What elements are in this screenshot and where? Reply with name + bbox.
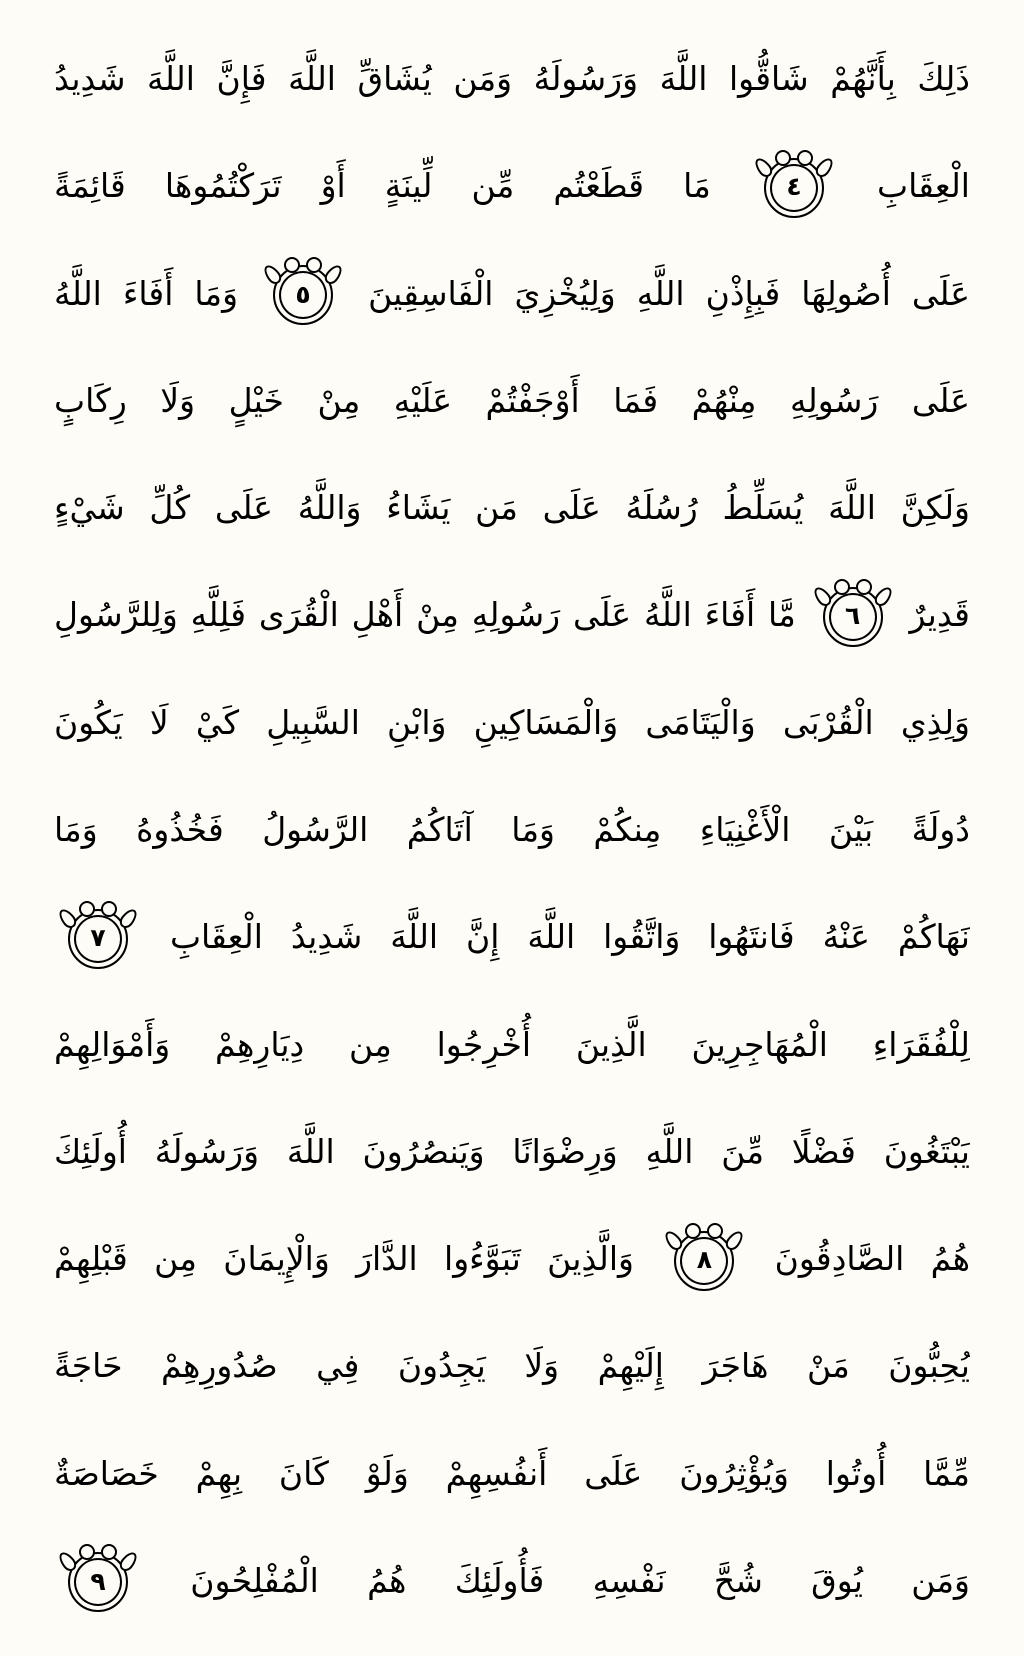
ayah-number: ٦ bbox=[844, 601, 861, 631]
ayah-text-segment: الْعِقَابِ bbox=[877, 166, 970, 206]
ayah-marker-ornament-icon bbox=[56, 1550, 79, 1575]
ayah-end-marker bbox=[674, 1231, 734, 1291]
ayah-text-segment: دُولَةً بَيْنَ الْأَغْنِيَاءِ مِنكُمْ وَمَا آتَاكُمُ الرَّسُولُ فَخُذُوهُ وَمَا bbox=[54, 809, 970, 849]
ayah-text-segment: هُمُ الصَّادِقُونَ bbox=[774, 1239, 970, 1279]
ayah-number: ٥ bbox=[295, 279, 311, 309]
quran-line-9 bbox=[54, 884, 970, 990]
quran-line-13 bbox=[54, 1313, 970, 1419]
ayah-marker-ornament-icon bbox=[261, 262, 284, 287]
quran-line-14 bbox=[54, 1421, 970, 1527]
ayah-marker-ornament-icon bbox=[752, 155, 775, 180]
quran-line-5 bbox=[54, 455, 970, 561]
ayah-text-segment: عَلَى أُصُولِهَا فَبِإِذْنِ اللَّهِ وَلِيُخْزِيَ الْفَاسِقِينَ bbox=[368, 273, 970, 313]
ayah-marker-ornament-icon bbox=[662, 1228, 685, 1253]
ayah-text-segment: مَا قَطَعْتُم مِّن لِّينَةٍ أَوْ تَرَكْتُمُوهَا قَائِمَةً bbox=[54, 166, 711, 206]
quran-line-1 bbox=[54, 26, 970, 132]
ayah-marker-ornament-icon bbox=[872, 584, 895, 609]
ayah-number: ٨ bbox=[696, 1245, 712, 1275]
ayah-marker-ornament-icon bbox=[723, 1228, 746, 1253]
ayah-end-marker bbox=[273, 265, 333, 325]
ayah-marker-ornament-icon bbox=[322, 262, 345, 287]
ayah-end-marker bbox=[764, 158, 824, 218]
quran-line-8 bbox=[54, 777, 970, 883]
ayah-marker-ornament-icon bbox=[813, 155, 836, 180]
ayah-text-segment: لِلْفُقَرَاءِ الْمُهَاجِرِينَ الَّذِينَ أُخْرِجُوا مِن دِيَارِهِمْ وَأَمْوَالِهِمْ bbox=[54, 1024, 970, 1064]
quran-line-6 bbox=[54, 562, 970, 668]
ayah-text-segment: مِّمَّا أُوتُوا وَيُؤْثِرُونَ عَلَى أَنفُسِهِمْ وَلَوْ كَانَ بِهِمْ خَصَاصَةٌ bbox=[54, 1453, 970, 1493]
ayah-text-segment: نَهَاكُمْ عَنْهُ فَانتَهُوا وَاتَّقُوا اللَّهَ إِنَّ اللَّهَ شَدِيدُ الْعِقَابِ bbox=[169, 917, 970, 957]
ayah-text-segment: وَمَا أَفَاءَ اللَّهُ bbox=[54, 273, 239, 313]
ayah-text-segment: يُحِبُّونَ مَنْ هَاجَرَ إِلَيْهِمْ وَلَا يَجِدُونَ فِي صُدُورِهِمْ حَاجَةً bbox=[54, 1346, 970, 1386]
ayah-text-segment: ذَلِكَ بِأَنَّهُمْ شَاقُّوا اللَّهَ وَرَسُولَهُ وَمَن يُشَاقِّ اللَّهَ فَإِنَّ اللَّهَ شَدِيدُ bbox=[54, 59, 970, 98]
quran-text-block bbox=[54, 26, 970, 1634]
quran-line-4 bbox=[54, 348, 970, 454]
quran-line-3 bbox=[54, 241, 970, 347]
ayah-text-segment: مَّا أَفَاءَ اللَّهُ عَلَى رَسُولِهِ مِنْ أَهْلِ الْقُرَى فَلِلَّهِ وَلِلرَّسُولِ bbox=[54, 595, 796, 635]
ayah-text-segment: وَالَّذِينَ تَبَوَّءُوا الدَّارَ وَالْإِيمَانَ مِن قَبْلِهِمْ bbox=[54, 1239, 634, 1279]
quran-line-10 bbox=[54, 992, 970, 1098]
quran-line-15 bbox=[54, 1528, 970, 1634]
ayah-marker-ornament-icon bbox=[117, 906, 140, 931]
ayah-text-segment: وَلَكِنَّ اللَّهَ يُسَلِّطُ رُسُلَهُ عَلَى مَن يَشَاءُ وَاللَّهُ عَلَى كُلِّ شَيْءٍ bbox=[54, 488, 970, 528]
ayah-text-segment: عَلَى رَسُولِهِ مِنْهُمْ فَمَا أَوْجَفْتُمْ عَلَيْهِ مِنْ خَيْلٍ وَلَا رِكَابٍ bbox=[54, 380, 970, 420]
ayah-number: ٩ bbox=[90, 1566, 106, 1596]
ayah-marker-ornament-icon bbox=[56, 906, 79, 931]
quran-line-2 bbox=[54, 133, 970, 239]
ayah-marker-ornament-icon bbox=[811, 584, 834, 609]
ayah-number: ٧ bbox=[90, 923, 106, 953]
ayah-end-marker bbox=[823, 587, 883, 647]
quran-line-11 bbox=[54, 1099, 970, 1205]
quran-line-12 bbox=[54, 1206, 970, 1312]
ayah-number: ٤ bbox=[786, 172, 802, 202]
quran-line-7 bbox=[54, 670, 970, 776]
ayah-text-segment: وَمَن يُوقَ شُحَّ نَفْسِهِ فَأُولَئِكَ هُمُ الْمُفْلِحُونَ bbox=[190, 1560, 970, 1600]
ayah-text-segment: قَدِيرٌ bbox=[909, 595, 970, 635]
ayah-end-marker bbox=[68, 1552, 128, 1612]
ayah-text-segment: يَبْتَغُونَ فَضْلًا مِّنَ اللَّهِ وَرِضْوَانًا وَيَنصُرُونَ اللَّهَ وَرَسُولَهُ أُولَئِكَ bbox=[54, 1131, 970, 1171]
ayah-end-marker bbox=[68, 909, 128, 969]
ayah-text-segment: وَلِذِي الْقُرْبَى وَالْيَتَامَى وَالْمَسَاكِينِ وَابْنِ السَّبِيلِ كَيْ لَا يَكُونَ bbox=[54, 702, 970, 742]
ayah-marker-ornament-icon bbox=[117, 1550, 140, 1575]
